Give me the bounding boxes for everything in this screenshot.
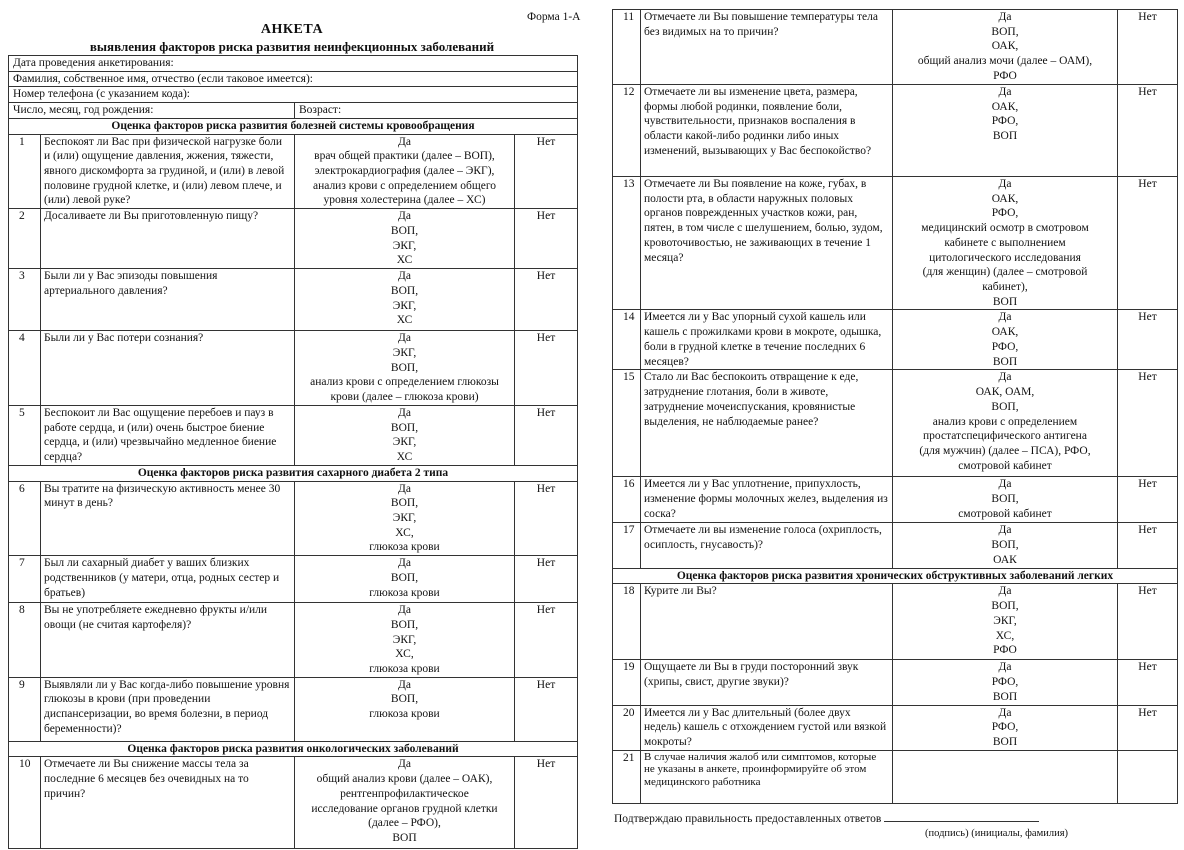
question-row <box>9 677 578 741</box>
question-number: 13 <box>613 177 641 310</box>
yes-label: Да <box>998 706 1012 719</box>
question-number: 5 <box>9 405 41 465</box>
yes-label: Да <box>398 758 411 771</box>
document-subtitle: выявления факторов риска развития неинфекционных заболеваний <box>89 39 495 54</box>
referral-item: ВОП <box>992 690 1018 703</box>
referral-item: ВОП <box>992 130 1018 143</box>
yes-answer-cell[interactable] <box>893 370 1118 477</box>
question-text: Беспокоят ли Вас при физической нагрузке боли и (или) ощущение давления, жжения, тяжести, явного дискомфорта за грудиной, и (или) в левой половине грудной клетке, и (или) левом плече, и (или) левой руке? <box>41 134 295 209</box>
referral-item: (для мужчин) (далее – ПСА), РФО, <box>919 445 1091 458</box>
referral-item: ВОП <box>392 832 417 844</box>
cardio-questions <box>9 134 578 465</box>
copd-questions <box>613 584 1178 750</box>
referral-item: РФО, <box>991 207 1019 220</box>
question-row <box>9 556 578 603</box>
question-row <box>9 269 578 331</box>
signature-blank[interactable] <box>884 812 1039 822</box>
question-row <box>9 331 578 406</box>
referral-item: анализ крови с определением глюкозы <box>310 376 499 389</box>
form-label: Форма 1-А <box>527 11 581 23</box>
question-row <box>9 405 578 465</box>
yes-label: Да <box>398 135 411 148</box>
referral-item: ХС, <box>395 648 414 661</box>
referral-item: ВОП, <box>991 539 1019 552</box>
referral-item: глюкоза крови <box>369 586 440 599</box>
yes-answer-cell[interactable] <box>893 750 1118 803</box>
no-answer-cell[interactable]: Нет <box>515 269 578 331</box>
referral-item: глюкоза крови <box>369 708 440 721</box>
question-text: Беспокоит ли Вас ощущение перебоев и пауз в работе сердца, и (или) очень быстрое биение сердца, и (или) чрезвычайно медленное биение сердца? <box>41 405 295 465</box>
confirmation-line <box>614 812 1039 827</box>
question-text: Стало ли Вас беспокоить отвращение к еде, затруднение глотания, боли в животе, затруднение мочеиспускания, кровянистые выделения, не наблюдаемые ранее? <box>641 370 893 477</box>
questionnaire-table-right <box>612 9 1178 804</box>
referral-item: общий анализ мочи (далее – ОАМ), <box>917 55 1093 68</box>
referral-item: ЭКГ, <box>392 436 417 449</box>
question-number: 11 <box>613 10 641 85</box>
question-text: В случае наличия жалоб или симптомов, которые не указаны в анкете, проинформируйте об этом медицинского работника <box>641 750 893 803</box>
yes-answer-cell[interactable] <box>295 481 515 556</box>
yes-answer-cell[interactable] <box>893 10 1118 85</box>
no-answer-cell[interactable]: Нет <box>1118 177 1178 310</box>
referral-item: ОАК <box>993 553 1017 566</box>
question-row <box>613 523 1178 568</box>
question-row <box>613 177 1178 310</box>
referral-item: анализ крови с определением <box>932 415 1078 428</box>
referral-item: ВОП <box>992 295 1018 308</box>
yes-label: Да <box>398 210 411 223</box>
question-number: 7 <box>9 556 41 603</box>
yes-label: Да <box>998 371 1012 384</box>
yes-label: Да <box>998 311 1012 324</box>
referral-item: РФО <box>993 644 1017 657</box>
yes-answer-cell[interactable] <box>295 134 515 209</box>
yes-label: Да <box>398 406 411 419</box>
no-answer-cell[interactable]: Нет <box>1118 85 1178 177</box>
referral-item: электрокардиография (далее – ЭКГ), <box>314 165 495 178</box>
referral-item: ХС, <box>395 526 414 539</box>
question-row <box>9 757 578 849</box>
yes-label: Да <box>998 524 1012 537</box>
yes-answer-cell[interactable] <box>893 660 1118 705</box>
referral-item: ВОП, <box>390 693 419 706</box>
question-number: 16 <box>613 477 641 523</box>
age-field[interactable]: Возраст: <box>295 103 578 119</box>
question-number: 1 <box>9 134 41 209</box>
yes-answer-cell[interactable] <box>893 85 1118 177</box>
referral-item: уровня холестерина (далее – ХС) <box>323 194 486 207</box>
referral-item: ВОП, <box>390 361 419 374</box>
question-number: 18 <box>613 584 641 660</box>
yes-answer-cell[interactable] <box>295 269 515 331</box>
yes-label: Да <box>398 604 411 617</box>
yes-answer-cell[interactable] <box>295 556 515 603</box>
yes-answer-cell[interactable] <box>295 331 515 406</box>
name-field[interactable]: Фамилия, собственное имя, отчество (если таковое имеется): <box>9 71 578 87</box>
question-row <box>9 209 578 269</box>
referral-item: крови (далее – глюкоза крови) <box>330 391 479 404</box>
question-text: Имеется ли у Вас длительный (более двух недель) кашель с отхождением густой или вязкой мокроты? <box>641 705 893 750</box>
no-answer-cell[interactable]: Нет <box>1118 660 1178 705</box>
referral-item: РФО, <box>991 676 1019 689</box>
referral-item: ОАК, <box>991 326 1019 339</box>
question-row <box>613 584 1178 660</box>
referral-item: ОАК, <box>991 100 1019 113</box>
yes-answer-cell[interactable] <box>893 477 1118 523</box>
question-row <box>613 705 1178 750</box>
referral-item: ОАК, <box>991 192 1019 205</box>
question-number: 3 <box>9 269 41 331</box>
no-answer-cell[interactable]: Нет <box>515 331 578 406</box>
question-row <box>9 134 578 209</box>
yes-answer-cell[interactable] <box>295 603 515 678</box>
referral-item: ЭКГ, <box>392 633 417 646</box>
referral-item: ХС <box>396 314 413 327</box>
referral-item: смотровой кабинет <box>958 459 1052 472</box>
question-text: Ощущаете ли Вы в груди посторонний звук (хрипы, свист, другие звуки)? <box>641 660 893 705</box>
yes-answer-cell[interactable] <box>893 523 1118 568</box>
no-answer-cell[interactable]: Нет <box>515 757 578 849</box>
birth-date-field[interactable]: Число, месяц, год рождения: <box>9 103 295 119</box>
yes-label: Да <box>398 557 411 570</box>
referral-item: ЭКГ, <box>392 299 417 312</box>
question-number: 21 <box>613 750 641 803</box>
no-answer-cell[interactable]: Нет <box>1118 310 1178 370</box>
referral-item: ВОП, <box>390 421 419 434</box>
no-answer-cell[interactable]: Нет <box>1118 584 1178 660</box>
referral-item: ВОП <box>992 355 1018 368</box>
question-number: 17 <box>613 523 641 568</box>
no-answer-cell[interactable] <box>1118 750 1178 803</box>
referral-item: кабинете с выполнением <box>944 236 1066 249</box>
no-answer-cell[interactable]: Нет <box>515 405 578 465</box>
section-cardio: Оценка факторов риска развития болезней системы кровообращения <box>9 118 578 134</box>
question-text: Вы не употребляете ежедневно фрукты и/или овощи (не считая картофеля)? <box>41 603 295 678</box>
referral-item: ВОП, <box>390 497 419 510</box>
question-row <box>613 310 1178 370</box>
referral-item: ОАК, ОАМ, <box>975 386 1035 399</box>
referral-item: исследование органов грудной клетки <box>311 802 498 815</box>
yes-label: Да <box>398 678 411 691</box>
question-number: 12 <box>613 85 641 177</box>
referral-item: анализ крови с определением общего <box>312 179 496 192</box>
yes-label: Да <box>398 270 411 283</box>
other-complaints <box>613 750 1178 803</box>
section-copd: Оценка факторов риска развития хронических обструктивных заболеваний легких <box>613 568 1178 584</box>
yes-label: Да <box>998 178 1012 190</box>
question-row <box>613 85 1178 177</box>
no-answer-cell[interactable]: Нет <box>1118 370 1178 477</box>
question-text: Были ли у Вас потери сознания? <box>41 331 295 406</box>
referral-item: глюкоза крови <box>369 662 440 675</box>
referral-item: ВОП, <box>390 618 419 631</box>
referral-item: ВОП <box>992 735 1018 748</box>
yes-answer-cell[interactable] <box>893 584 1118 660</box>
referral-item: ХС <box>396 254 413 267</box>
no-answer-cell[interactable]: Нет <box>1118 477 1178 523</box>
no-answer-cell[interactable]: Нет <box>515 603 578 678</box>
yes-label: Да <box>998 86 1012 98</box>
referral-item: общий анализ крови (далее – ОАК), <box>316 773 493 786</box>
referral-item: глюкоза крови <box>369 541 440 554</box>
yes-answer-cell[interactable] <box>295 209 515 269</box>
no-answer-cell[interactable]: Нет <box>1118 705 1178 750</box>
no-answer-cell[interactable]: Нет <box>515 556 578 603</box>
question-text: Досаливаете ли Вы приготовленную пищу? <box>41 209 295 269</box>
referral-item: РФО, <box>991 115 1019 128</box>
no-answer-cell[interactable]: Нет <box>515 134 578 209</box>
no-answer-cell[interactable]: Нет <box>1118 523 1178 568</box>
referral-item: ВОП, <box>991 25 1019 38</box>
referral-item: врач общей практики (далее – ВОП), <box>314 150 495 163</box>
referral-item: ХС, <box>995 629 1015 642</box>
question-number: 19 <box>613 660 641 705</box>
oncology-questions-left <box>9 757 578 849</box>
yes-label: Да <box>998 478 1012 491</box>
question-number: 2 <box>9 209 41 269</box>
yes-label: Да <box>398 482 411 495</box>
document-title: АНКЕТА <box>260 22 324 37</box>
phone-field[interactable]: Номер телефона (с указанием кода): <box>9 87 578 103</box>
referral-item: цитологического исследования <box>929 251 1081 264</box>
question-row <box>9 603 578 678</box>
referral-item: РФО <box>993 69 1017 82</box>
yes-label: Да <box>998 11 1012 23</box>
referral-item: РФО, <box>991 721 1019 734</box>
question-row <box>613 660 1178 705</box>
referral-item: смотровой кабинет <box>958 507 1052 520</box>
question-number: 20 <box>613 705 641 750</box>
question-number: 6 <box>9 481 41 556</box>
no-answer-cell[interactable]: Нет <box>515 677 578 741</box>
question-text: Вы тратите на физическую активность менее 30 минут в день? <box>41 481 295 556</box>
yes-answer-cell[interactable] <box>295 405 515 465</box>
question-row <box>613 370 1178 477</box>
yes-label: Да <box>398 332 411 345</box>
yes-label: Да <box>998 585 1012 598</box>
referral-item: РФО, <box>991 340 1019 353</box>
yes-answer-cell[interactable] <box>893 310 1118 370</box>
referral-item: ВОП, <box>390 284 419 297</box>
referral-item: рентгенпрофилактическое <box>340 787 469 800</box>
yes-answer-cell[interactable] <box>893 177 1118 310</box>
question-text: Отмечаете ли вы изменение цвета, размера, формы любой родинки, появление боли, чувствительности, признаков воспаления в области какой-либо родинки либо иных изменений, вызывающих у Вас беспокойство? <box>641 85 893 177</box>
question-row <box>613 10 1178 85</box>
no-answer-cell[interactable]: Нет <box>515 481 578 556</box>
question-number: 10 <box>9 757 41 849</box>
referral-item: ВОП, <box>991 493 1019 506</box>
question-row <box>9 481 578 556</box>
question-text: Отмечаете ли вы изменение голоса (охриплость, осиплость, гнусавость)? <box>641 523 893 568</box>
question-number: 4 <box>9 331 41 406</box>
referral-item: ВОП, <box>390 224 419 237</box>
question-text: Был ли сахарный диабет у ваших близких родственников (у матери, отца, родных сестер и братьев) <box>41 556 295 603</box>
question-text: Были ли у Вас эпизоды повышения артериального давления? <box>41 269 295 331</box>
referral-item: (для женщин) (далее – смотровой <box>922 266 1088 279</box>
question-text: Выявляли ли у Вас когда-либо повышение уровня глюкозы в крови (при проведении диспансеризации, во время болезни, в период беременности)? <box>41 677 295 741</box>
referral-item: ВОП, <box>991 400 1019 413</box>
referral-item: ОАК, <box>991 40 1019 53</box>
no-answer-cell[interactable]: Нет <box>1118 10 1178 85</box>
yes-answer-cell[interactable] <box>295 757 515 849</box>
question-text: Имеется ли у Вас уплотнение, припухлость, изменение формы молочных желез, выделения из соска? <box>641 477 893 523</box>
referral-item: кабинет), <box>982 281 1028 294</box>
question-number: 14 <box>613 310 641 370</box>
referral-item: (далее – РФО), <box>368 817 441 830</box>
yes-label: Да <box>998 661 1012 674</box>
referral-item: ВОП, <box>991 600 1019 613</box>
referral-item: ХС <box>396 450 413 463</box>
question-row <box>613 750 1178 803</box>
section-oncology: Оценка факторов риска развития онкологических заболеваний <box>9 741 578 757</box>
question-row <box>613 477 1178 523</box>
no-answer-cell[interactable]: Нет <box>515 209 578 269</box>
question-number: 8 <box>9 603 41 678</box>
yes-answer-cell[interactable] <box>893 705 1118 750</box>
question-number: 15 <box>613 370 641 477</box>
question-text: Отмечаете ли Вы снижение массы тела за последние 6 месяцев без очевидных на то причин? <box>41 757 295 849</box>
question-text: Курите ли Вы? <box>641 584 893 660</box>
confirmation-text: Подтверждаю правильность предоставленных ответов <box>614 813 882 825</box>
referral-item: ЭКГ, <box>392 511 417 524</box>
questionnaire-table-left <box>8 55 578 849</box>
diabetes-questions <box>9 481 578 741</box>
referral-item: ЭКГ, <box>392 346 417 359</box>
referral-item: ЭКГ, <box>392 239 417 252</box>
yes-answer-cell[interactable] <box>295 677 515 741</box>
referral-item: ЭКГ, <box>993 614 1017 627</box>
referral-item: простатспецифического антигена <box>923 430 1087 443</box>
referral-item: ВОП, <box>390 571 419 584</box>
question-number: 9 <box>9 677 41 741</box>
date-field[interactable]: Дата проведения анкетирования: <box>9 56 578 72</box>
signature-caption: (подпись) (инициалы, фамилия) <box>925 828 1069 839</box>
question-text: Отмечаете ли Вы появление на коже, губах, в полости рта, в области наружных половых органов поврежденных участков кожи, ран, пятен, в том числе с шелушением, болью, зудом, кровоточивостью, не заживающих в течение 1 месяца? <box>641 177 893 310</box>
question-text: Имеется ли у Вас упорный сухой кашель или кашель с прожилками крови в мокроте, одышка, боли в грудной клетке в течение последних 6 месяцев? <box>641 310 893 370</box>
question-text: Отмечаете ли Вы повышение температуры тела без видимых на то причин? <box>641 10 893 85</box>
oncology-questions-right <box>613 10 1178 569</box>
section-diabetes: Оценка факторов риска развития сахарного диабета 2 типа <box>9 465 578 481</box>
referral-item: медицинский осмотр в смотровом <box>921 222 1089 235</box>
